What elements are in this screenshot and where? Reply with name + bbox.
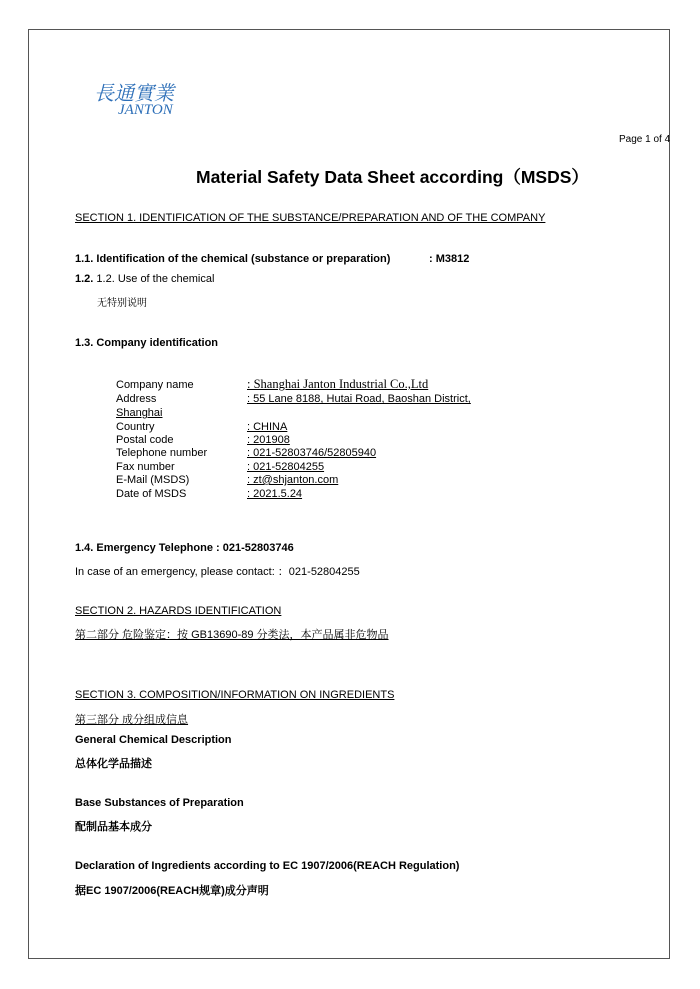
base-substances-label: Base Substances of Preparation	[75, 797, 244, 809]
page-indicator: Page 1 of 4	[619, 134, 671, 145]
item-1-2-label: 1.2. Use of the chemical	[96, 273, 215, 285]
company-logo	[90, 76, 230, 120]
address-value: : 55 Lane 8188, Hutai Road, Baoshan District,	[247, 393, 471, 405]
general-description-label: General Chemical Description	[75, 734, 232, 746]
country-label: Country	[116, 421, 155, 433]
country-value: : CHINA	[247, 421, 288, 433]
section2-cn-line: 第二部分 危险鉴定：按 GB13690-89 分类法，本产品属非危物品	[75, 629, 389, 641]
section2-heading: SECTION 2. HAZARDS IDENTIFICATION	[75, 605, 282, 617]
item-1-1-value: : M3812	[429, 253, 470, 265]
emergency-note: In case of an emergency, please contact: ：021-52804255	[75, 566, 360, 578]
email-value[interactable]: : zt@shjanton.com	[247, 474, 339, 486]
logo-cn-text: 長通實業	[94, 81, 174, 105]
item-1-4-label: 1.4. Emergency Telephone : 021-52803746	[75, 542, 294, 554]
address-value-cont: Shanghai	[116, 407, 163, 419]
document-title: Material Safety Data Sheet according（MSDS）	[196, 167, 589, 187]
company-name-label: Company name	[116, 379, 194, 391]
declaration-label: Declaration of Ingredients according to EC 1907/2006(REACH Regulation)	[75, 860, 460, 872]
email-label: E-Mail (MSDS)	[116, 474, 190, 486]
date-label: Date of MSDS	[116, 488, 187, 500]
base-substances-cn: 配制品基本成分	[75, 821, 152, 833]
address-label: Address	[116, 393, 157, 405]
section3-cn-heading: 第三部分 成分组成信息	[75, 714, 189, 726]
section1-heading: SECTION 1. IDENTIFICATION OF THE SUBSTANCE/PREPARATION AND OF THE COMPANY	[75, 212, 546, 224]
logo-en-text: JANTON	[118, 102, 173, 118]
general-description-cn: 总体化学品描述	[75, 758, 152, 770]
item-1-2	[75, 273, 214, 285]
company-name-value: : Shanghai Janton Industrial Co.,Ltd	[247, 377, 429, 391]
postal-code-label: Postal code	[116, 434, 174, 446]
item-1-2-num: 1.2.	[75, 273, 94, 285]
fax-value: : 021-52804255	[247, 461, 325, 473]
section3-heading: SECTION 3. COMPOSITION/INFORMATION ON INGREDIENTS	[75, 689, 395, 701]
date-value: : 2021.5.24	[247, 488, 303, 500]
telephone-value: : 021-52803746/52805940	[247, 447, 377, 459]
item-1-3-label: 1.3. Company identification	[75, 337, 219, 349]
item-1-1-label: 1.1. Identification of the chemical (substance or preparation)	[75, 253, 391, 265]
postal-code-value: : 201908	[247, 434, 290, 446]
fax-label: Fax number	[116, 461, 175, 473]
item-1-2-note: 无特别说明	[97, 298, 147, 309]
telephone-label: Telephone number	[116, 447, 208, 459]
declaration-cn: 据EC 1907/2006(REACH规章)成分声明	[75, 885, 269, 897]
